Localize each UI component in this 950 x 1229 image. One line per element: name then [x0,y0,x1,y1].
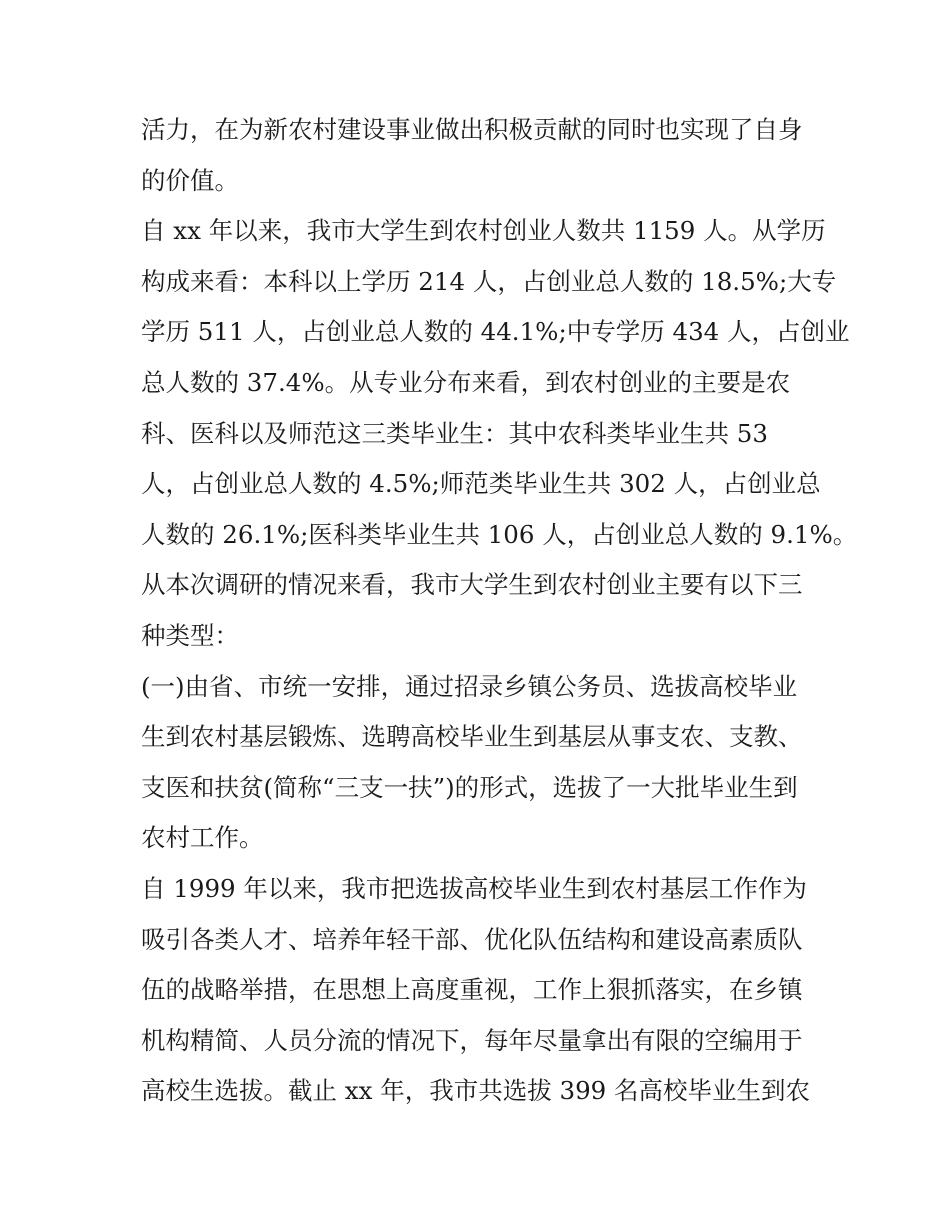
text-line-2: 的价值。 [141,165,239,195]
text-line-16: 自 1999 年以来，我市把选拔高校毕业生到农村基层工作作为 [141,873,807,903]
text-line-7: 科、医科以及师范这三类毕业生：其中农科类毕业生共 53 [141,418,768,448]
text-line-14: 支医和扶贫(简称“三支一扶”)的形式，选拔了一大批毕业生到 [141,772,798,802]
text-line-20: 高校生选拔。截止 xx 年，我市共选拔 399 名高校毕业生到农 [141,1076,811,1106]
text-line-17: 吸引各类人才、培养年轻干部、优化队伍结构和建设高素质队 [141,924,803,954]
text-line-3: 自 xx 年以来，我市大学生到农村创业人数共 1159 人。从学历 [141,216,826,246]
text-line-4: 构成来看：本科以上学历 214 人，占创业总人数的 18.5%;大专 [141,266,837,296]
text-line-5: 学历 511 人，占创业总人数的 44.1%;中专学历 434 人，占创业 [141,317,850,347]
text-line-13: 生到农村基层锻炼、选聘高校毕业生到基层从事支农、支教、 [141,722,803,752]
text-line-10: 从本次调研的情况来看，我市大学生到农村创业主要有以下三 [141,570,803,600]
text-line-12: (一)由省、市统一安排，通过招录乡镇公务员、选拔高校毕业 [141,671,798,701]
text-line-19: 机构精简、人员分流的情况下，每年尽量拿出有限的空编用于 [141,1025,803,1055]
text-line-15: 农村工作。 [141,823,264,853]
text-line-8: 人，占创业总人数的 4.5%;师范类毕业生共 302 人，占创业总 [141,469,821,499]
text-line-9: 人数的 26.1%;医科类毕业生共 106 人，占创业总人数的 9.1%。 [141,519,858,549]
body-text [141,105,858,1117]
text-line-18: 伍的战略举措，在思想上高度重视，工作上狠抓落实，在乡镇 [141,975,803,1005]
text-line-6: 总人数的 37.4%。从专业分布来看，到农村创业的主要是农 [141,367,791,397]
text-line-11: 种类型： [141,620,239,650]
text-line-1: 活力，在为新农村建设事业做出积极贡献的同时也实现了自身 [141,115,803,144]
